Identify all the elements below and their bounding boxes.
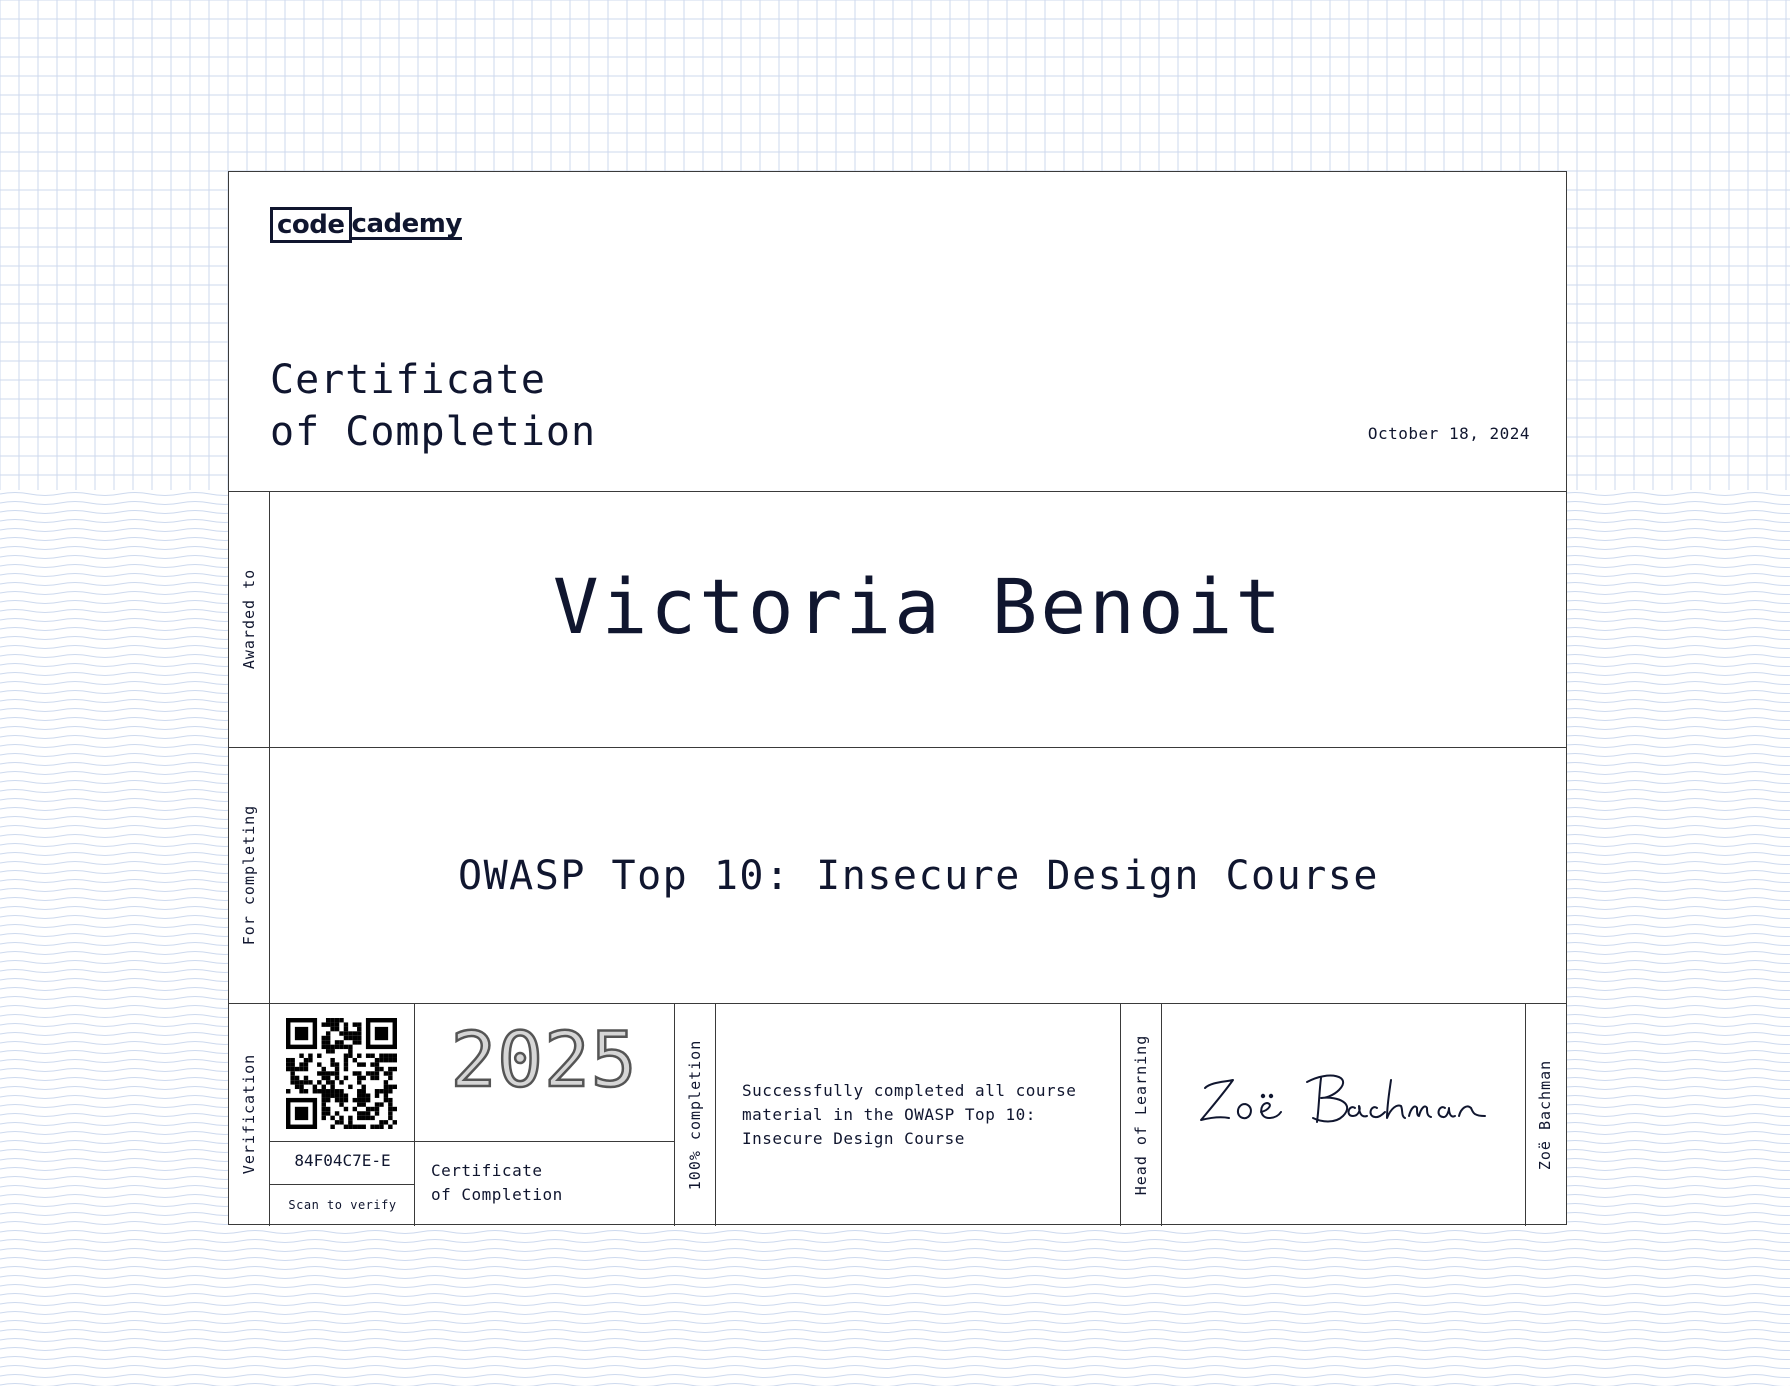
divider-recipient — [229, 747, 1566, 748]
issue-date: October 18, 2024 — [1367, 424, 1530, 443]
small-certificate-title — [431, 1159, 563, 1207]
year-divider — [674, 1003, 675, 1226]
desc-divider — [1120, 1003, 1121, 1226]
recipient-name: Victoria Benoit — [552, 562, 1285, 651]
certificate: code cademy Certificate of Completion October 18, 2024 Awarded to For completing Verification Victoria Benoit OWASP Top 10: Insecure Design Course 84F04C7E-E Scan to verify 2025 Certificate of Completion 100% completion Successfully completed all course material in the OWASP Top 10: Insecure Design Course Head of Learning Zoë Bachman — [228, 171, 1567, 1225]
codecademy-logo — [270, 207, 462, 243]
year: 2025 — [450, 1015, 638, 1104]
logo-code: code — [270, 207, 352, 243]
description-line: material in the OWASP Top 10: — [742, 1105, 1036, 1124]
title-line-1: Certificate — [270, 357, 546, 403]
year-bottom-divider — [414, 1141, 674, 1142]
logo-cademy: cademy — [351, 208, 462, 239]
qr-code-divider — [269, 1141, 414, 1142]
scan-to-verify: Scan to verify — [288, 1198, 397, 1212]
description-line: Insecure Design Course — [742, 1129, 965, 1148]
label-column-divider — [269, 491, 270, 1226]
completion-divider — [715, 1003, 716, 1226]
signature — [1189, 1060, 1499, 1160]
qr-code[interactable] — [286, 1018, 397, 1129]
code-scan-divider — [269, 1184, 414, 1185]
title-line-2: of Completion — [270, 409, 597, 455]
course-name: OWASP Top 10: Insecure Design Course — [458, 853, 1379, 899]
signature-divider — [1525, 1003, 1526, 1226]
small-title-line-1: Certificate — [431, 1161, 543, 1180]
role-divider — [1161, 1003, 1162, 1226]
small-title-line-2: of Completion — [431, 1185, 563, 1204]
verification-code: 84F04C7E-E — [294, 1151, 391, 1170]
divider-header — [229, 491, 1566, 492]
completion-description — [742, 1079, 1112, 1151]
certificate-title — [270, 354, 596, 458]
description-line: Successfully completed all course — [742, 1081, 1077, 1100]
divider-course — [229, 1003, 1566, 1004]
